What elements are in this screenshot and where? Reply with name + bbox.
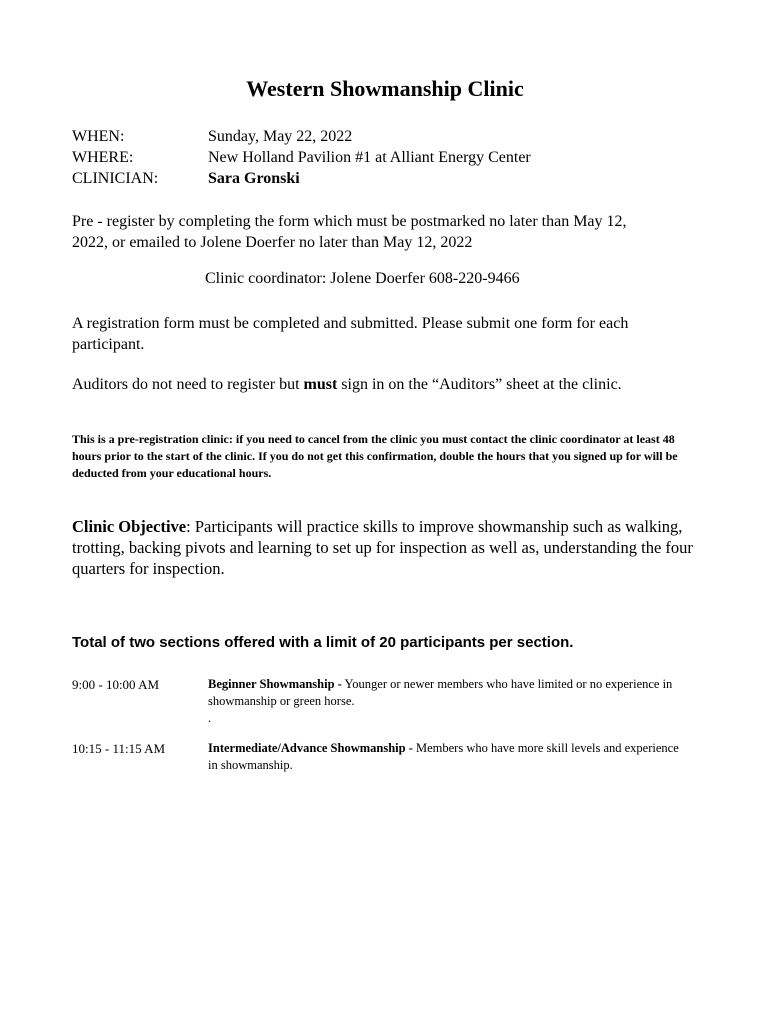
session-time: 9:00 - 10:00 AM (72, 677, 160, 692)
page-title: Western Showmanship Clinic (246, 76, 524, 101)
where-label: WHERE: (72, 149, 134, 166)
clinician-value: Sara Gronski (208, 170, 300, 187)
auditors-text (72, 374, 732, 395)
objective-text: : Participants will practice skills to improve showmanship such as walking, trotting, backing pivots and learning to set up for inspection as well as, understanding the four quarters for inspection. (72, 517, 693, 578)
when-value: Sunday, May 22, 2022 (208, 128, 353, 145)
auditors-before: Auditors do not need to register but (72, 376, 304, 393)
session-description (208, 676, 688, 727)
session-time: 10:15 - 11:15 AM (72, 741, 166, 756)
session-title: Beginner Showmanship - (208, 677, 342, 691)
objective-label: Clinic Objective (72, 517, 187, 536)
session-description (208, 740, 688, 774)
session-title: Intermediate/Advance Showmanship - (208, 741, 413, 755)
auditors-after: sign in on the “Auditors” sheet at the clinic. (337, 376, 622, 393)
coordinator-line: Clinic coordinator: Jolene Doerfer 608-220-9466 (205, 270, 520, 287)
clinic-objective (72, 516, 702, 579)
where-value: New Holland Pavilion #1 at Alliant Energy Center (208, 149, 531, 166)
auditors-emphasis: must (303, 376, 338, 393)
cancellation-notice: This is a pre-registration clinic: if you need to cancel from the clinic you must contact the clinic coordinator at least 48 hours prior to the start of the clinic. If you do not get this confirmation, double the hours that you signed up for will be deducted from your educational hours. (72, 432, 678, 480)
preregister-text: Pre - register by completing the form which must be postmarked no later than May 12, 2022, or emailed to Jolene Doerfer no later than May 12, 2022 (72, 213, 627, 251)
clinician-label: CLINICIAN: (72, 170, 159, 187)
sections-total: Total of two sections offered with a limit of 20 participants per section. (72, 634, 574, 651)
registration-text: A registration form must be completed and submitted. Please submit one form for each participant. (72, 315, 629, 353)
session-desc-text: Members who have more skill levels and experience in showmanship. (208, 741, 679, 772)
session-extra: . (208, 711, 212, 725)
session-desc-text: Younger or newer members who have limited or no experience in showmanship or green horse. (208, 677, 673, 708)
when-label: WHEN: (72, 128, 125, 145)
